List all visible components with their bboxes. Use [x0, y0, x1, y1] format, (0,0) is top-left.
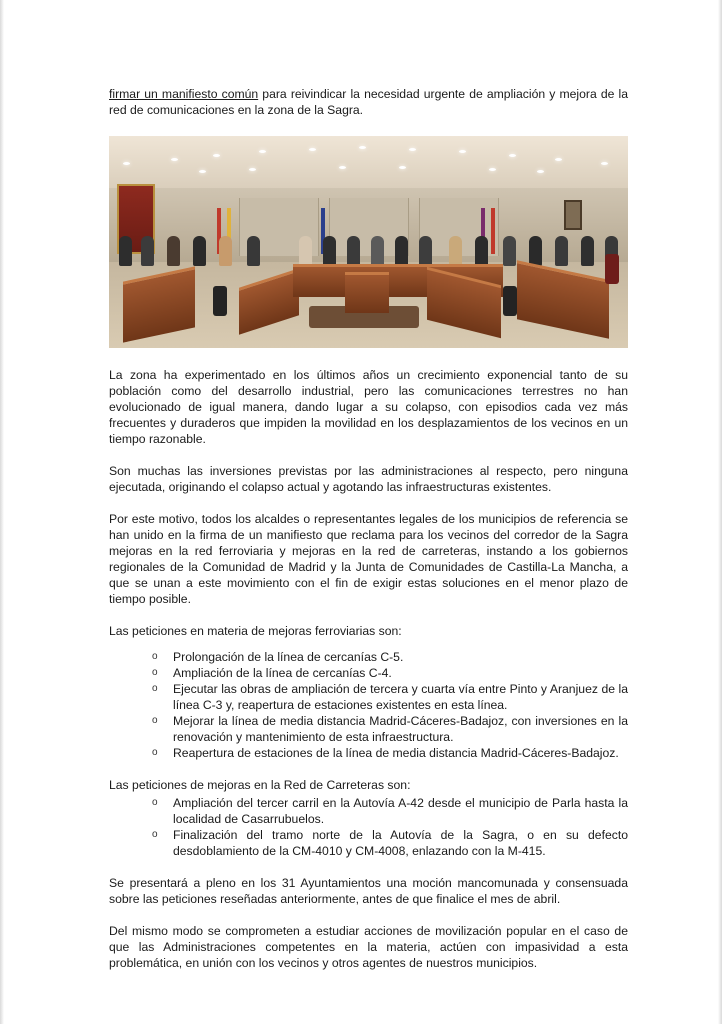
list-item: o Reapertura de estaciones de la línea de media distancia Madrid-Cáceres-Badajoz. — [152, 746, 619, 760]
bullet-icon: o — [152, 715, 158, 726]
list-item: o Finalización del tramo norte de la Autovía de la Sagra, o en su defecto desdoblamiento de la CM-4010 y CM-4008, enlazando con la M-415. — [152, 828, 628, 858]
photo-frame — [564, 200, 582, 230]
list-item: o Mejorar la línea de media distancia Madrid-Cáceres-Badajoz, con inversiones en la renovación y mantenimiento de esta infraestructura. — [152, 714, 628, 744]
bullet-icon: o — [152, 829, 158, 840]
rail-list — [109, 649, 628, 761]
page-edge-right — [718, 0, 722, 1024]
photo-ceiling — [109, 136, 628, 194]
list-item: o Prolongación de la línea de cercanías C-5. — [152, 650, 404, 664]
rail-heading: Las peticiones en materia de mejoras ferroviarias son: — [109, 624, 402, 638]
meeting-room-photo — [109, 136, 628, 348]
bullet-icon: o — [152, 747, 158, 758]
list-item: o Ampliación de la línea de cercanías C-4. — [152, 666, 392, 680]
paragraph-manifesto: Por este motivo, todos los alcaldes o representantes legales de los municipios de referencia se han unido en la firma de un manifiesto que reclama para los vecinos del corredor de la Sagra mejoras en la red ferroviaria y mejoras en la red de carreteras, instando a los gobiernos regionales de la Comunidad de Madrid y la Junta de Comunidades de Castilla-La Mancha, a que se unan a este movimiento con el fin de exigir estas soluciones en el menor plazo de tiempo posible. — [109, 512, 628, 606]
roads-heading: Las peticiones de mejoras en la Red de Carreteras son: — [109, 778, 411, 792]
paragraph-growth: La zona ha experimentado en los últimos años un crecimiento exponencial tanto de su población como del desarrollo industrial, pero las comunicaciones terrestres no han evolucionado de igual manera, dando lugar a su colapso, con episodios cada vez más frecuentes y duraderos que impiden la movilidad en los desplazamientos de los vecinos en un tiempo razonable. — [109, 368, 628, 446]
paragraph-investments: Son muchas las inversiones previstas por las administraciones al respecto, pero ninguna ejecutada, originando el colapso actual y agotando las infraestructuras existentes. — [109, 464, 628, 494]
document-body — [109, 86, 628, 971]
paragraph-mobilization: Del mismo modo se comprometen a estudiar acciones de movilización popular en el caso de que las Administraciones competentes en la materia, actúen con impasividad a esta problemática, en unión con los vecinos y otros agentes de nuestros municipios. — [109, 924, 628, 970]
bullet-icon: o — [152, 797, 158, 808]
intro-text: para reivindicar la necesidad urgente de ampliación y mejora de la red de comunicaciones en la zona de la Sagra. — [109, 87, 628, 117]
list-item: o Ampliación del tercer carril en la Autovía A-42 desde el municipio de Parla hasta la localidad de Casarrubuelos. — [152, 796, 628, 826]
bullet-icon: o — [152, 651, 158, 662]
intro-paragraph — [109, 86, 628, 118]
paragraph-motion: Se presentará a pleno en los 31 Ayuntamientos una moción mancomunada y consensuada sobre las peticiones reseñadas anteriormente, antes de que finalice el mes de abril. — [109, 876, 628, 906]
bullet-icon: o — [152, 667, 158, 678]
page-edge-left — [0, 0, 4, 1024]
list-item: o Ejecutar las obras de ampliación de tercera y cuarta vía entre Pinto y Aranjuez de la línea C-3 y, reapertura de estaciones existentes en esta línea. — [152, 682, 628, 712]
manifesto-link[interactable]: firmar un manifiesto común — [109, 87, 259, 101]
bullet-icon: o — [152, 683, 158, 694]
roads-list — [109, 795, 628, 859]
